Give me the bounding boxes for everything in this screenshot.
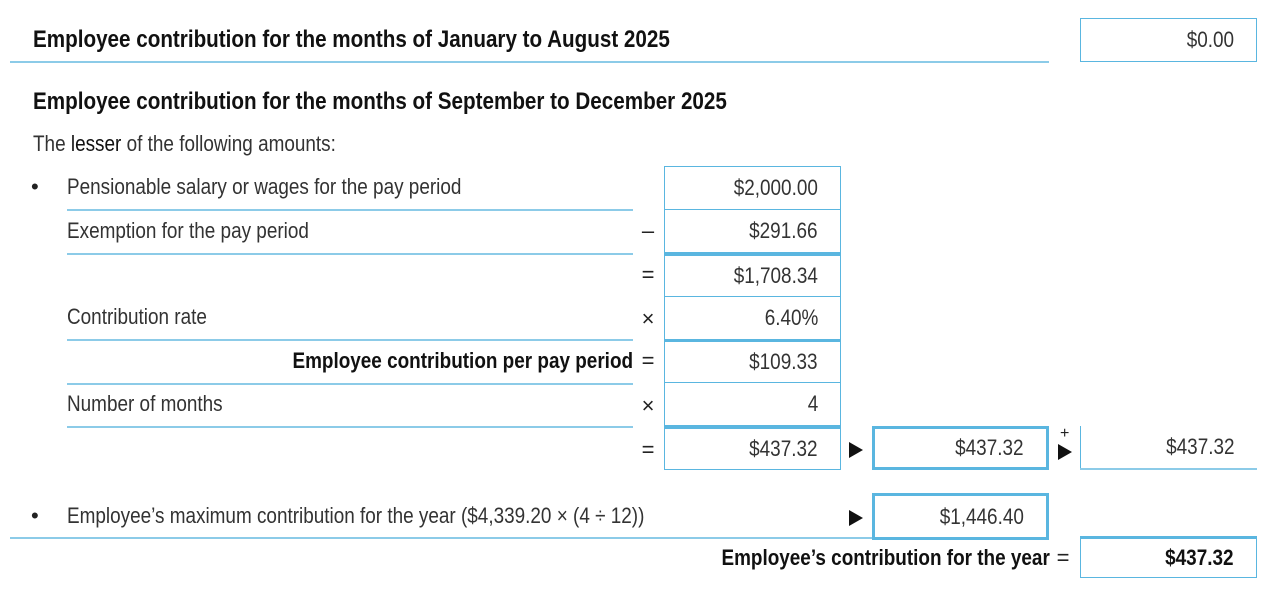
per-period-label: Employee contribution per pay period <box>292 348 633 373</box>
rate-label: Contribution rate <box>67 304 207 329</box>
total-box <box>664 426 841 470</box>
divider <box>67 209 633 211</box>
salary-box <box>664 166 841 210</box>
maximum-label: Employee’s maximum contribution for the year ($4,339.20 × (4 ÷ 12)) <box>67 503 645 528</box>
times-operator: × <box>641 393 655 418</box>
jan-aug-amount: $0.00 <box>1186 27 1234 52</box>
arrow-right-icon <box>1058 444 1072 460</box>
maximum-value: $1,446.40 <box>939 503 1024 529</box>
minus-operator: – <box>641 218 655 243</box>
divider <box>10 61 1049 63</box>
result-value: $437.32 <box>1165 545 1234 570</box>
sum-cell <box>1080 426 1257 468</box>
months-box <box>664 382 841 426</box>
divider <box>10 537 872 539</box>
bullet-1: • <box>31 174 39 199</box>
lesser-emphasis: lesser <box>70 131 122 156</box>
maximum-box <box>872 493 1049 540</box>
per-period-box <box>664 339 841 383</box>
sum-value: $437.32 <box>1166 434 1235 459</box>
months-label: Number of months <box>67 391 223 416</box>
carried-total-value: $437.32 <box>955 435 1024 460</box>
divider <box>67 383 633 385</box>
salary-value: $2,000.00 <box>733 175 818 200</box>
intro-text: The lesser of the following amounts: <box>33 131 336 156</box>
salary-label: Pensionable salary or wages for the pay period <box>67 174 462 199</box>
sep-dec-heading: Employee contribution for the months of September to December 2025 <box>33 88 727 115</box>
jan-aug-amount-box <box>1080 18 1257 62</box>
exemption-box <box>664 209 841 253</box>
exemption-value: $291.66 <box>749 218 818 243</box>
months-value: 4 <box>807 391 818 416</box>
net-box <box>664 253 841 297</box>
divider <box>67 253 633 255</box>
bullet-2: • <box>31 503 39 528</box>
equals-operator: = <box>641 348 655 373</box>
divider <box>1080 468 1257 470</box>
per-period-value: $109.33 <box>749 349 818 374</box>
exemption-label: Exemption for the pay period <box>67 218 309 243</box>
net-value: $1,708.34 <box>733 263 818 288</box>
times-operator: × <box>641 306 655 331</box>
divider <box>67 426 633 428</box>
arrow-right-icon <box>849 442 863 458</box>
arrow-right-icon <box>849 510 863 526</box>
equals-operator: = <box>1056 545 1070 570</box>
total-value: $437.32 <box>749 436 818 461</box>
plus-operator: + <box>1060 425 1070 442</box>
equals-operator: = <box>641 262 655 287</box>
jan-aug-heading: Employee contribution for the months of January to August 2025 <box>33 26 670 53</box>
divider <box>67 339 633 341</box>
rate-box <box>664 296 841 340</box>
result-label: Employee’s contribution for the year <box>721 545 1050 570</box>
result-box <box>1080 536 1257 578</box>
rate-value: 6.40% <box>764 305 818 330</box>
carried-total-box <box>872 426 1049 470</box>
equals-operator: = <box>641 437 655 462</box>
